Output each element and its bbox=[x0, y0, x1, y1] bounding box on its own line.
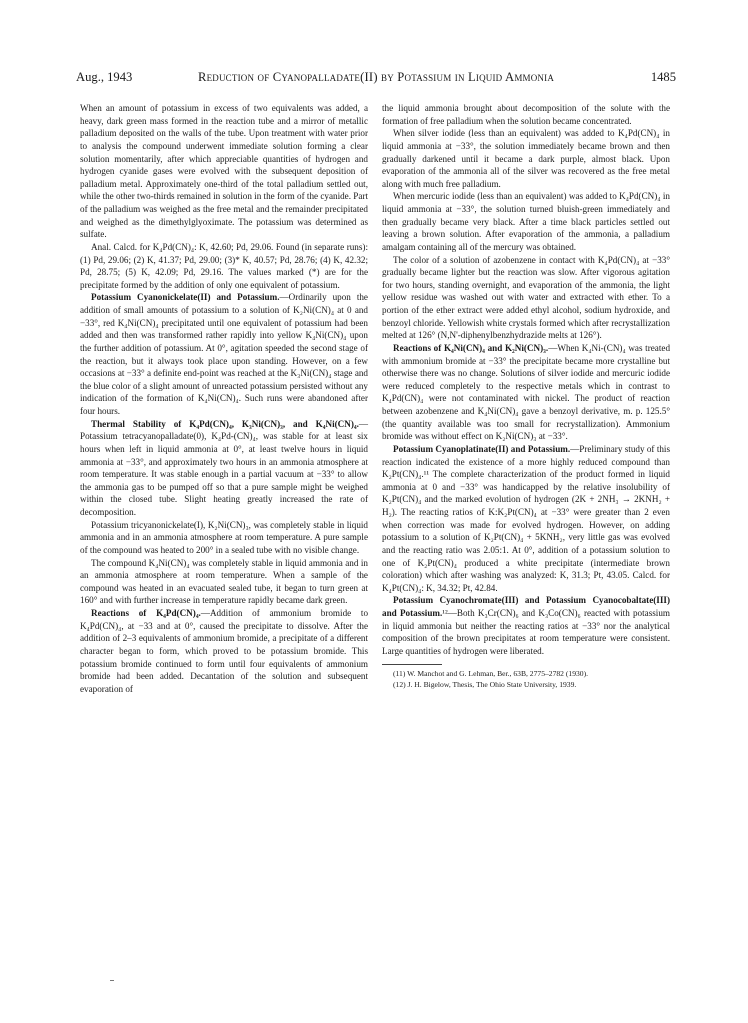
paragraph: Potassium tricyanonickelate(I), K₂Ni(CN)₃, was completely stable in liquid ammonia and in an ammonia atmosphere at room temperature. A pure sample of the compound was heated to 200° in a sealed tube with no visible change. bbox=[80, 519, 368, 555]
section-paragraph bbox=[80, 607, 368, 695]
right-column bbox=[382, 102, 670, 690]
paragraph: When silver iodide (less than an equivalent) was added to K₄Pd(CN)₄ in liquid ammonia at −33°, the solution immediately became brown and then gradually darkened until it became a dark purple, almost black. Upon evaporation of the ammonia all of the silver was recovered as the free metal along with much free palladium. bbox=[382, 128, 670, 189]
section-paragraph bbox=[80, 418, 368, 519]
section-text: —When K₄Ni-(CN)₄ was treated with ammonium bromide at −33° the precipitate became more crystalline but otherwise there was no change. Solutions of silver iodide and mercuric iodide were reduced completely to the respective metals which in contrast to K₄Pd(CN)₄ were not contaminated with nickel. The product of reaction between azobenzene and K₄Ni(CN)₄ gave a benzoyl derivative, m. p. 125.5° (the quantity available was too small for recrystallization). Ammonium bromide was without effect on K₂Ni(CN)₃ at −33°. bbox=[382, 342, 671, 442]
section-heading: Thermal Stability of K₄Pd(CN)₄, K₃Ni(CN)₃, and K₄Ni(CN)₄. bbox=[91, 418, 359, 429]
analysis-paragraph: Anal. Calcd. for K₄Pd(CN)₄: K, 42.60; Pd, 29.06. Found (in separate runs): (1) Pd, 29.06; (2) K, 41.37; Pd, 29.00; (3)* K, 40.57; Pd, 28.76; (4) K, 42.32; Pd, 28.75; (5) K, 42.09; Pd, 29.16. The values marked (*) are for the precipitate formed by the addition of only one equivalent of potassium. bbox=[80, 241, 368, 290]
section-paragraph bbox=[382, 342, 670, 443]
footnote: (12) J. H. Bigelow, Thesis, The Ohio State University, 1939. bbox=[393, 679, 577, 689]
section-text: —Addition of ammonium bromide to K₄Pd(CN)₄, at −33 and at 0°, caused the precipitate to dissolve. After the addition of 2–3 equivalents of ammonium bromide, a precipitate of a different character began to form, which proved to be potassium bromide. This potassium bromide continued to form until four equivalents of ammonium bromide had been added. Decantation of the solution and subsequent evaporation of bbox=[80, 608, 369, 694]
paragraph: The color of a solution of azobenzene in contact with K₄Pd(CN)₄ at −33° gradually became lighter but the reaction was slow. After vigorous agitation for two hours, standing overnight, and evaporation of the ammonia, the light yellow residue was washed out with water and extracted with ether. To a portion of the ether extract were added ethyl alcohol, sodium hydroxide, and benzoyl chloride. Yellowish white crystals formed which after recrystallization melted at 126° (N,N'-diphenylbenzhydrazide melts at 126°). bbox=[382, 254, 670, 341]
section-heading: Potassium Cyanonickelate(II) and Potassium. bbox=[91, 292, 280, 303]
section-paragraph bbox=[382, 443, 670, 595]
section-text: —Ordinarily upon the addition of small amounts of potassium to a solution of K₂Ni(CN)₄ at 0 and −33°, red K₄Ni(CN)₄ precipitated until one equivalent of potassium had been added and then was transformed rather rapidly into yellow K₄Ni(CN)₄ upon the further addition of potassium. At 0°, agitation speeded the second stage of the reaction, but it always took place upon standing. However, on a few occasions at −33° a definite end-point was reached at the K₃Ni(CN)₄ stage and the blue color of a slight amount of unreacted potassium persisted without any indication of the formation of K₄Ni(CN)₄. Such runs were abandoned after four hours. bbox=[80, 292, 368, 416]
footnote-rule bbox=[382, 664, 442, 665]
footnote: (11) W. Manchot and G. Lehman, Ber., 63B, 2775–2782 (1930). bbox=[393, 668, 589, 678]
left-column bbox=[80, 102, 368, 695]
section-heading: Reactions of K₄Ni(CN)₄ and K₂Ni(CN)₃. bbox=[393, 342, 549, 353]
section-heading: Reactions of K₄Pd(CN)₄. bbox=[91, 608, 201, 618]
paragraph: The compound K₄Ni(CN)₄ was completely stable in liquid ammonia and in an ammonia atmosphere at room temperature. When a sample of the compound was heated in an evacuated sealed tube, it began to turn green at 160° and with further increase in temperature rapidly became dark green. bbox=[80, 557, 368, 606]
paragraph: When an amount of potassium in excess of two equivalents was added, a heavy, dark green mass formed in the reaction tube and a mirror of metallic palladium deposited on the walls of the tube. Upon treatment with water prior to analysis the compound underwent immediate solution forming a clear solution momentarily, after which appreciable quantities of hydrogen and hydrogen cyanide gases were evolved with the subsequent deposition of palladium metal. Approximately one-third of the total palladium settled out, while the other two-thirds remained in solution in the form of the cyanide. Part of the palladium was weighed as the free metal and the remainder precipitated and weighed as the dimethylglyoximate. The potassium was determined as sulfate. bbox=[80, 103, 368, 240]
section-heading: Potassium Cyanoplatinate(II) and Potassium. bbox=[393, 443, 571, 454]
section-text: —Preliminary study of this reaction indicated the existence of a more highly reduced compound than K₂Pt(CN)₄.¹¹ The complete characterization of the product formed in liquid ammonia at 0 and −33° was handicapped by the relative insolubility of K₂Pt(CN)₄ and the marked evolution of hydrogen (2K + 2NH₃ → 2KNH₂ + H₂). The reacting ratios of K:K₂Pt(CN)₄ at −33° were greater than 2 even when correction was made for evolved hydrogen. However, on adding potassium to a solution of K₂Pt(CN)₄ + 5KNH₂, very little gas was evolved and the reacting ratio was 2.05:1. At 0°, addition of a potassium solution to one of K₂Pt(CN)₄ produced a white precipitate (intermediate brown coloration) which after washing was analyzed: K, 31.3; Pt, 43.05. Calcd. for K₄Pt(CN)₄: K, 34.32; Pt, 42.84. bbox=[382, 443, 670, 593]
section-text: —Potassium tetracyanopalladate(0), K₄Pd-(CN)₄, was stable for at least six hours when left in liquid ammonia at 0°, at least twelve hours in liquid ammonia at −33°, and approximately two hours in an ammonia atmosphere at room temperature. It was stable enough in a partial vacuum at −33° to allow the ammonia gas to be pumped off so that a pure sample might be weighed within the closed tube. Slight heating greatly increased the rate of decomposition. bbox=[80, 418, 368, 517]
section-heading: Potassium Cyanochromate(III) and Potassium Cyanocobaltate(III) and Potassium. bbox=[382, 595, 670, 618]
paragraph: the liquid ammonia brought about decomposition of the solute with the formation of free palladium when the solution became concentrated. bbox=[382, 103, 670, 126]
running-header bbox=[76, 70, 676, 86]
section-text: ¹²—Both K₃Cr(CN)₆ and K₃Co(CN)₆ reacted with potassium in liquid ammonia but neither the reacting ratios at −33° nor the analytical composition of the brown precipitates at room temperature were consistent. Large quantities of hydrogen were liberated. bbox=[382, 608, 671, 656]
page-number: 1485 bbox=[650, 70, 676, 84]
print-speck bbox=[110, 980, 114, 981]
section-paragraph bbox=[80, 291, 368, 417]
running-title: Reduction of Cyanopalladate(II) by Potassium in Liquid Ammonia bbox=[197, 70, 555, 84]
issue-date: Aug., 1943 bbox=[76, 70, 133, 84]
paragraph: When mercuric iodide (less than an equivalent) was added to K₄Pd(CN)₄ in liquid ammonia at −33°, the solution turned bluish-green immediately and then gradually became very black. After a time black particles settled out leaving a brown solution. After evaporation of the ammonia, a palladium amalgam containing all of the mercury was obtained. bbox=[382, 191, 670, 252]
section-paragraph bbox=[382, 594, 670, 657]
